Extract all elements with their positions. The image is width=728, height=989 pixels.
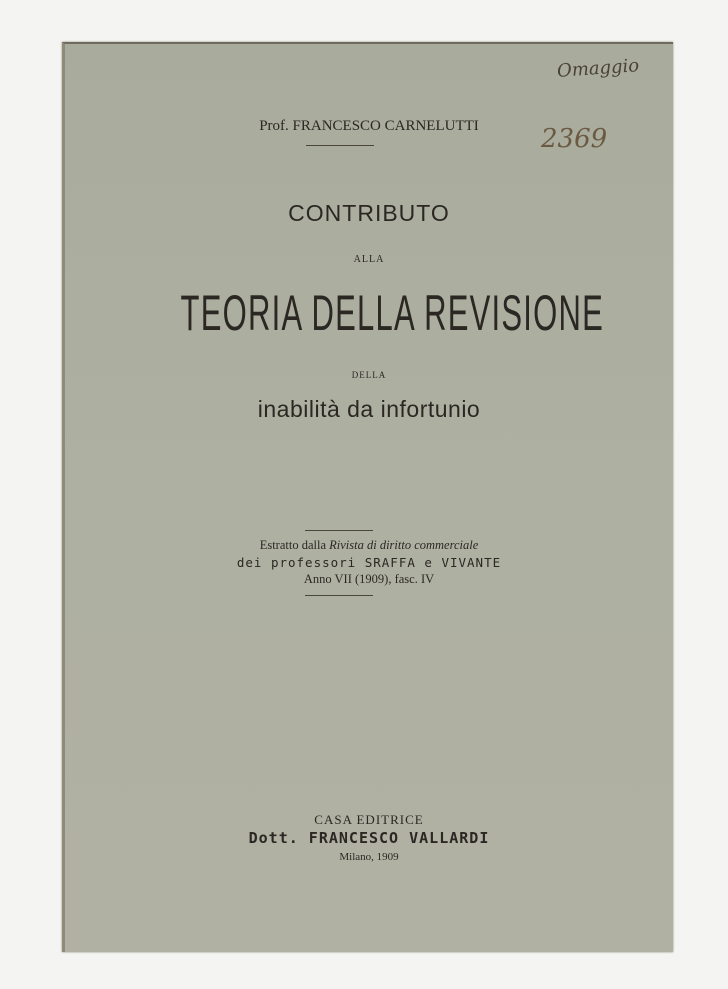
divider — [305, 595, 373, 596]
author: Prof. FRANCESCO CARNELUTTI — [259, 118, 479, 134]
book-cover — [62, 42, 673, 952]
extract-line — [65, 538, 673, 553]
handwritten-note: Omaggio — [556, 55, 640, 82]
handwritten-number: 2369 — [541, 124, 608, 154]
publisher-place-year: Milano, 1909 — [339, 851, 399, 863]
connector-della: DELLA — [351, 370, 387, 380]
main-title: TEORIA DELLA REVISIONE — [180, 285, 605, 341]
divider — [306, 145, 374, 146]
connector-alla: ALLA — [353, 254, 385, 265]
title-line1: CONTRIBUTO — [288, 200, 450, 226]
divider — [305, 530, 373, 531]
publisher-house: CASA EDITRICE — [314, 812, 424, 827]
issue-line: Anno VII (1909), fasc. IV — [303, 572, 435, 586]
subtitle: inabilità da infortunio — [257, 396, 481, 422]
editors-line: dei professori SRAFFA e VIVANTE — [236, 555, 502, 570]
extract-prefix: Estratto dalla — [259, 538, 326, 552]
publisher-name: Dott. FRANCESCO VALLARDI — [248, 829, 490, 847]
journal-name: Rivista di diritto commerciale — [329, 538, 479, 552]
